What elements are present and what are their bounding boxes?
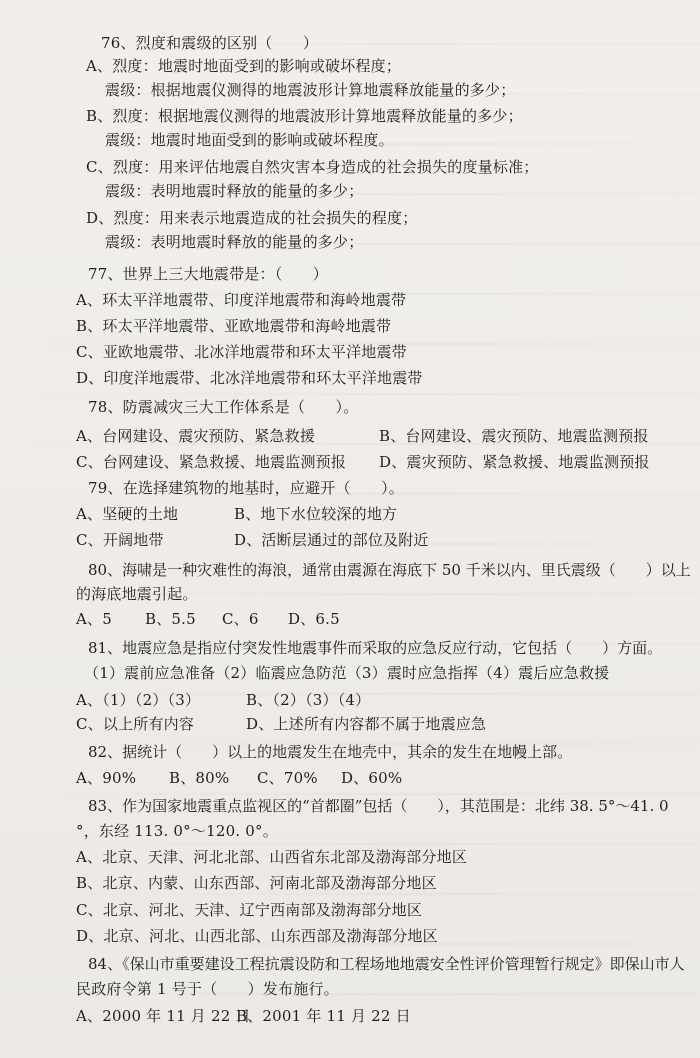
question-79-option-d: D、活断层通过的部位及附近: [234, 531, 429, 549]
question-80-option-c: C、6: [222, 610, 259, 628]
question-77-option-a: A、环太平洋地震带、印度洋地震带和海岭地震带: [76, 291, 407, 309]
question-77-option-d: D、印度洋地震带、北冰洋地震带和环太平洋地震带: [76, 369, 423, 387]
question-78-option-b: B、台网建设、震灾预防、地震监测预报: [379, 427, 649, 445]
question-76-option-a-detail: 震级：根据地震仪测得的地震波形计算地震释放能量的多少；: [105, 81, 516, 99]
question-82-option-d: D、60%: [341, 769, 403, 787]
question-81-prompt: 81、地震应急是指应付突发性地震事件而采取的应急反应行动，它包括（ ）方面。: [88, 639, 663, 657]
question-76-option-b: B、烈度：根据地震仪测得的地震波形计算地震释放能量的多少；: [86, 107, 523, 125]
question-79-option-a: A、坚硬的土地: [76, 505, 179, 523]
question-78-option-c: C、台网建设、紧急救援、地震监测预报: [76, 453, 347, 471]
question-83-option-d: D、北京、河北、山西北部、山东西部及渤海部分地区: [76, 927, 438, 945]
question-83-option-c: C、北京、河北、天津、辽宁西南部及渤海部分地区: [76, 901, 423, 919]
question-83-prompt-line-1: 83、作为国家地震重点监视区的“首都圈”包括（ ），其范围是：北纬 38. 5°～41. 0: [88, 797, 669, 815]
question-79-prompt: 79、在选择建筑物的地基时，应避开（ ）。: [88, 479, 404, 497]
question-76-option-d-detail: 震级：表明地震时释放的能量的多少；: [105, 233, 364, 251]
question-81-subitems: （1）震前应急准备（2）临震应急防范（3）震时应急指挥（4）震后应急救援: [84, 664, 610, 682]
question-76-option-c: C、烈度：用来评估地震自然灾害本身造成的社会损失的度量标准；: [86, 158, 539, 176]
question-78-prompt: 78、防震减灾三大工作体系是（ ）。: [88, 398, 359, 416]
question-76-option-a: A、烈度：地震时地面受到的影响或破坏程度；: [86, 57, 402, 75]
question-76-prompt: 76、烈度和震级的区别（ ）: [101, 34, 319, 52]
question-84-option-b: B、2001 年 11 月 22 日: [236, 1007, 411, 1025]
question-76-option-c-detail: 震级：表明地震时释放的能量的多少；: [105, 182, 364, 200]
question-79-option-c: C、开阔地带: [76, 531, 164, 549]
question-76-option-b-detail: 震级：地震时地面受到的影响或破坏程度。: [105, 131, 394, 149]
question-79-option-b: B、地下水位较深的地方: [234, 505, 398, 523]
question-77-option-b: B、环太平洋地震带、亚欧地震带和海岭地震带: [76, 317, 392, 335]
question-80-option-b: B、5.5: [145, 610, 196, 628]
question-83-option-b: B、北京、内蒙、山东西部、河南北部及渤海部分地区: [76, 874, 437, 892]
question-82-option-c: C、70%: [257, 769, 318, 787]
question-76-option-d: D、烈度：用来表示地震造成的社会损失的程度；: [86, 209, 418, 227]
question-80-prompt-line-2: 的海底地震引起。: [76, 585, 198, 603]
question-83-option-a: A、北京、天津、河北北部、山西省东北部及渤海部分地区: [76, 848, 468, 866]
question-84-option-a: A、2000 年 11 月 22 日: [76, 1007, 251, 1025]
question-78-option-d: D、震灾预防、紧急救援、地震监测预报: [379, 453, 650, 471]
question-82-option-b: B、80%: [169, 769, 230, 787]
question-77-option-c: C、亚欧地震带、北冰洋地震带和环太平洋地震带: [76, 343, 407, 361]
question-80-option-a: A、5: [76, 610, 112, 628]
question-80-prompt-line-1: 80、海啸是一种灾难性的海浪，通常由震源在海底下 50 千米以内、里氏震级（ ）以上: [88, 561, 691, 579]
question-82-option-a: A、90%: [76, 769, 137, 787]
question-81-option-a: A、（1）（2）（3）: [76, 691, 201, 709]
question-81-option-d: D、上述所有内容都不属于地震应急: [246, 715, 487, 733]
question-84-prompt-line-1: 84、《保山市重要建设工程抗震设防和工程场地地震安全性评价管理暂行规定》即保山市人: [88, 955, 685, 973]
question-80-option-d: D、6.5: [288, 610, 340, 628]
question-78-option-a: A、台网建设、震灾预防、紧急救援: [76, 427, 316, 445]
question-81-option-b: B、（2）（3）（4）: [246, 691, 371, 709]
question-82-prompt: 82、据统计（ ）以上的地震发生在地壳中，其余的发生在地幔上部。: [88, 743, 573, 761]
question-84-prompt-line-2: 民政府令第 1 号于（ ）发布施行。: [76, 980, 339, 998]
question-77-prompt: 77、世界上三大地震带是：（ ）: [88, 265, 328, 283]
question-81-option-c: C、以上所有内容: [76, 715, 195, 733]
question-83-prompt-line-2: °，东经 113. 0°～120. 0°。: [76, 822, 278, 840]
